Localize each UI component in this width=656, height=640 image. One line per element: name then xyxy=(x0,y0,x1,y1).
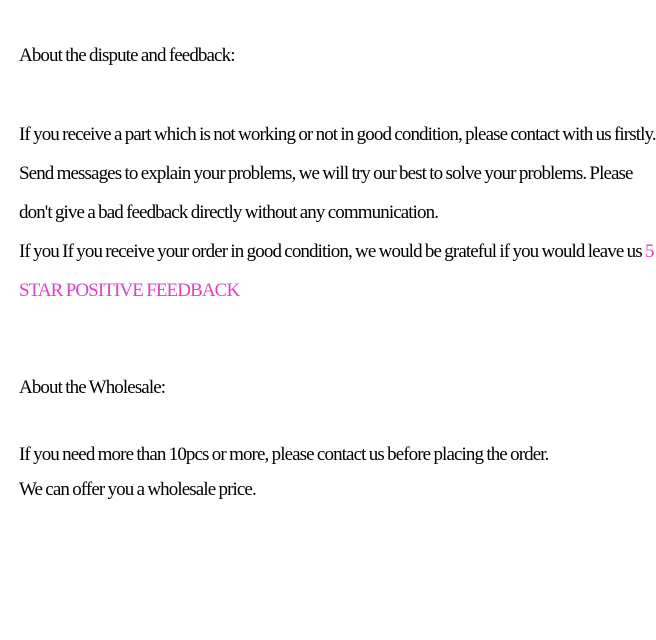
wholesale-line-2: We can offer you a wholesale price. xyxy=(19,479,256,500)
wholesale-line-1: If you need more than 10pcs or more, please contact us before placing the order. xyxy=(19,444,549,465)
dispute-line-2: Send messages to explain your problems, we will try our best to solve your problems. Please xyxy=(19,163,633,184)
dispute-line-1: If you receive a part which is not working or not in good condition, please contact with us firstly. xyxy=(19,124,656,145)
wholesale-heading: About the Wholesale: xyxy=(19,377,166,398)
positive-feedback-highlight: STAR POSITIVE FEEDBACK xyxy=(19,280,240,301)
five-star-highlight: 5 xyxy=(644,241,654,262)
dispute-line-4-text: If you If you receive your order in good condition, we would be grateful if you would leave us xyxy=(19,241,645,262)
dispute-line-4 xyxy=(19,241,654,263)
dispute-heading: About the dispute and feedback: xyxy=(19,45,235,66)
dispute-line-3: don't give a bad feedback directly without any communication. xyxy=(19,202,439,223)
